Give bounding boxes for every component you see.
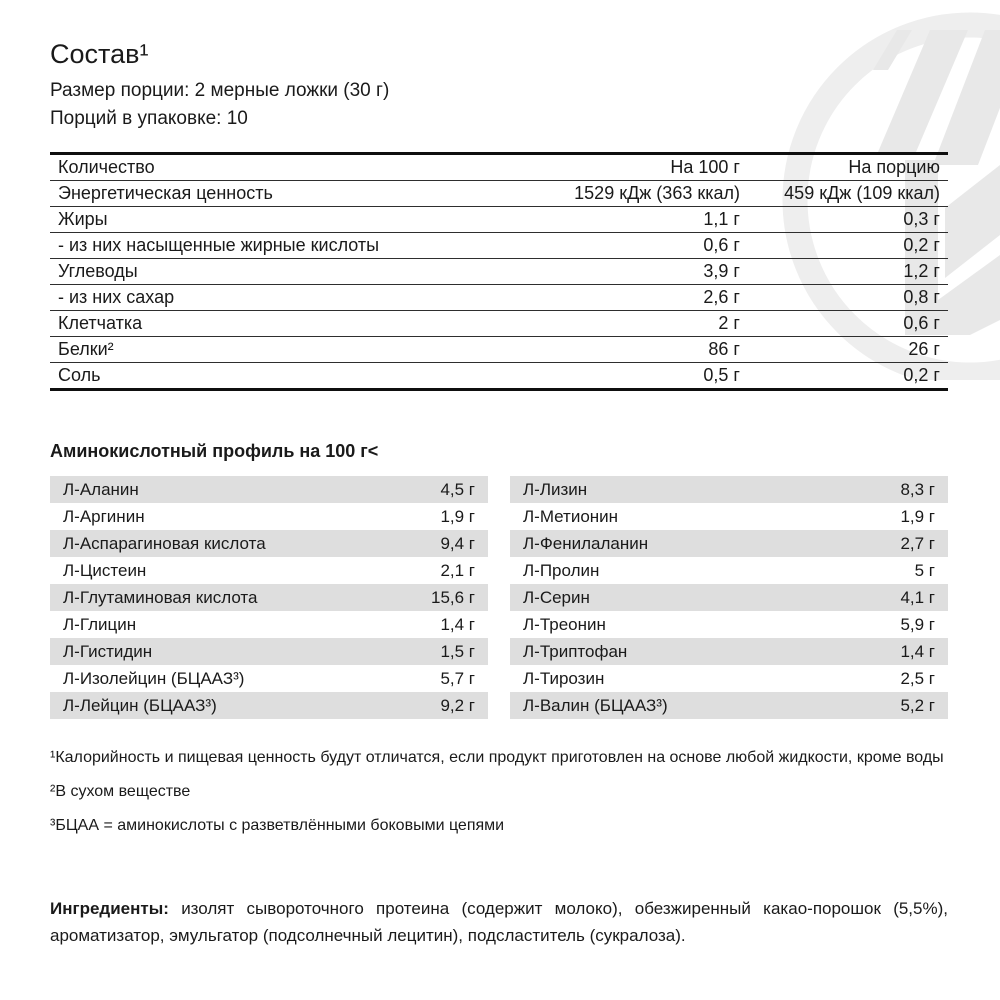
amino-row-glutamic-acid [50, 584, 488, 611]
per-serving-value: 0,2 г [903, 235, 940, 255]
nutrient-label: Энергетическая ценность [58, 183, 273, 203]
amino-row-alanine [50, 476, 488, 503]
nutrient-label: Белки² [58, 339, 114, 359]
column-header-per-serving: На порцию [848, 157, 940, 177]
amino-value: 2,5 г [900, 668, 935, 688]
amino-row-tyrosine [510, 665, 948, 692]
nutrient-label: Углеводы [58, 261, 138, 281]
amino-name: Л-Валин (БЦААЗ³) [523, 695, 668, 715]
table-row-carbohydrates [50, 259, 948, 285]
amino-value: 5,2 г [900, 695, 935, 715]
per-serving-value: 26 г [908, 339, 940, 359]
amino-row-serine [510, 584, 948, 611]
per-serving-value: 459 кДж (109 ккал) [784, 183, 940, 203]
amino-value: 2,1 г [440, 560, 475, 580]
amino-name: Л-Треонин [523, 614, 606, 634]
amino-name: Л-Глицин [63, 614, 137, 634]
amino-row-aspartic-acid [50, 530, 488, 557]
amino-value: 2,7 г [900, 533, 935, 553]
per-100g-value: 0,6 г [703, 235, 740, 255]
serving-size-line: Размер порции: 2 мерные ложки (30 г) [50, 80, 390, 101]
amino-name: Л-Изолейцин (БЦААЗ³) [63, 668, 245, 688]
amino-row-phenylalanine [510, 530, 948, 557]
amino-name: Л-Триптофан [523, 641, 628, 661]
per-serving-value: 1,2 г [903, 261, 940, 281]
amino-value: 8,3 г [900, 479, 935, 499]
amino-name: Л-Фенилаланин [523, 533, 649, 553]
amino-name: Л-Пролин [523, 560, 600, 580]
amino-profile-tables [50, 476, 948, 719]
amino-row-cysteine [50, 557, 488, 584]
amino-name: Л-Аспарагиновая кислота [63, 533, 266, 553]
amino-name: Л-Тирозин [523, 668, 605, 688]
ingredients-label: Ингредиенты: [50, 899, 169, 918]
ingredients-text: изолят сывороточного протеина (содержит молоко), обезжиренный какао-порошок (5,5%), ароматизатор, эмульгатор (подсолнечный лецитин), подсластитель (сукралоза). [50, 899, 948, 945]
amino-row-lysine [510, 476, 948, 503]
page-title: Состав¹ [50, 39, 149, 69]
per-100g-value: 1529 кДж (363 ккал) [574, 183, 740, 203]
amino-value: 5,7 г [440, 668, 475, 688]
amino-row-histidine [50, 638, 488, 665]
amino-value: 1,4 г [440, 614, 475, 634]
amino-name: Л-Серин [523, 587, 590, 607]
table-row-energy [50, 181, 948, 207]
table-row-saturated-fat [50, 233, 948, 259]
amino-name: Л-Глутаминовая кислота [63, 587, 258, 607]
amino-row-tryptophan [510, 638, 948, 665]
amino-name: Л-Лизин [523, 479, 588, 499]
amino-value: 4,1 г [900, 587, 935, 607]
table-row-sugar [50, 285, 948, 311]
amino-row-isoleucine [50, 665, 488, 692]
nutrient-label: Жиры [58, 209, 108, 229]
amino-row-threonine [510, 611, 948, 638]
table-row-salt [50, 363, 948, 388]
table-row-protein [50, 337, 948, 363]
footnote-1: ¹Калорийность и пищевая ценность будут отличатся, если продукт приготовлен на основе любой жидкости, кроме воды [50, 749, 944, 766]
amino-table-left [50, 476, 488, 719]
nutrient-label: Клетчатка [58, 313, 143, 333]
nutrient-label: Соль [58, 365, 101, 385]
amino-value: 5,9 г [900, 614, 935, 634]
per-100g-value: 1,1 г [703, 209, 740, 229]
amino-row-arginine [50, 503, 488, 530]
servings-per-pack-line: Порций в упаковке: 10 [50, 108, 248, 129]
amino-name: Л-Метионин [523, 506, 619, 526]
column-header-amount: Количество [58, 157, 155, 177]
amino-value: 1,9 г [900, 506, 935, 526]
per-serving-value: 0,8 г [903, 287, 940, 307]
amino-row-glycine [50, 611, 488, 638]
per-100g-value: 86 г [708, 339, 740, 359]
column-header-per-100g: На 100 г [670, 157, 740, 177]
amino-value: 1,9 г [440, 506, 475, 526]
amino-name: Л-Цистеин [63, 560, 147, 580]
table-row-fiber [50, 311, 948, 337]
amino-name: Л-Гистидин [63, 641, 153, 661]
amino-row-leucine [50, 692, 488, 719]
amino-row-proline [510, 557, 948, 584]
per-100g-value: 0,5 г [703, 365, 740, 385]
amino-value: 15,6 г [430, 587, 475, 607]
per-100g-value: 2,6 г [703, 287, 740, 307]
per-serving-value: 0,6 г [903, 313, 940, 333]
per-serving-value: 0,2 г [903, 365, 940, 385]
amino-value: 1,5 г [440, 641, 475, 661]
per-100g-value: 3,9 г [703, 261, 740, 281]
amino-value: 1,4 г [900, 641, 935, 661]
nutrient-label: - из них насыщенные жирные кислоты [58, 235, 380, 255]
amino-value: 5 г [914, 560, 935, 580]
amino-row-valine [510, 692, 948, 719]
per-100g-value: 2 г [718, 313, 740, 333]
nutrition-table-header-row [50, 155, 948, 181]
amino-value: 9,4 г [440, 533, 475, 553]
amino-value: 9,2 г [440, 695, 475, 715]
amino-name: Л-Лейцин (БЦААЗ³) [63, 695, 217, 715]
footnote-3: ³БЦАА = аминокислоты с разветвлёнными боковыми цепями [50, 817, 505, 834]
amino-value: 4,5 г [440, 479, 475, 499]
amino-name: Л-Аргинин [63, 506, 145, 526]
amino-name: Л-Аланин [63, 479, 139, 499]
table-row-fat [50, 207, 948, 233]
nutrient-label: - из них сахар [58, 287, 175, 307]
ingredients-paragraph [50, 895, 948, 949]
amino-profile-heading: Аминокислотный профиль на 100 г< [50, 441, 379, 461]
per-serving-value: 0,3 г [903, 209, 940, 229]
amino-row-methionine [510, 503, 948, 530]
amino-table-right [510, 476, 948, 719]
nutrition-table [50, 152, 948, 391]
footnote-2: ²В сухом веществе [50, 783, 191, 800]
